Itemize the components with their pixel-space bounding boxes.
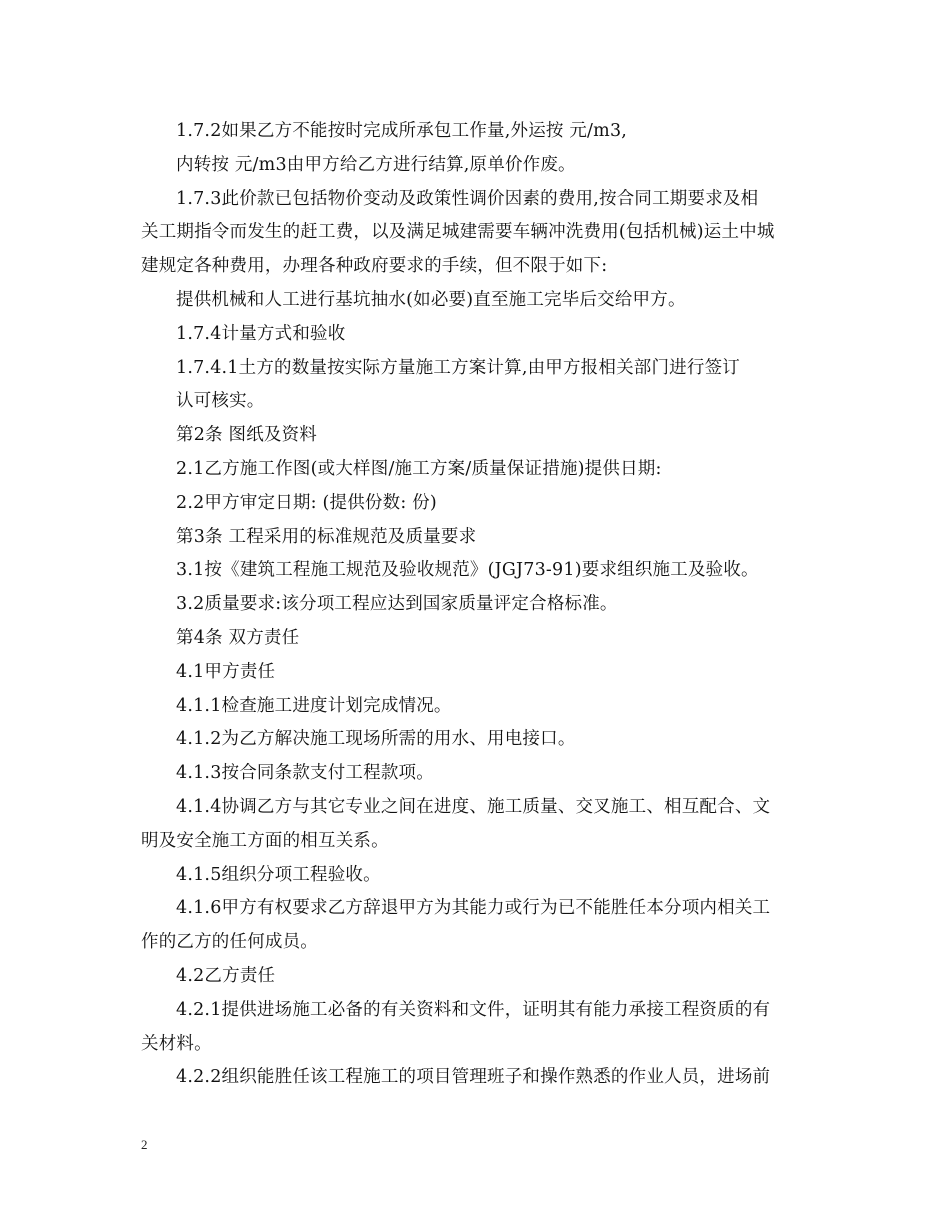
paragraph-line: 作的乙方的任何成员。 <box>141 932 318 953</box>
paragraph-line: 4.2.1提供进场施工必备的有关资料和文件，证明其有能力承接工程资质的有 <box>176 999 771 1020</box>
paragraph-line: 2.1乙方施工作图(或大样图/施工方案/质量保证措施)提供日期: <box>176 458 662 479</box>
document-body <box>141 115 821 1095</box>
article-heading: 第4条 双方责任 <box>176 627 300 648</box>
section-heading: 4.2乙方责任 <box>176 965 276 986</box>
paragraph-line: 4.2.2组织能胜任该工程施工的项目管理班子和操作熟悉的作业人员，进场前 <box>176 1067 771 1088</box>
section-heading: 1.7.4计量方式和验收 <box>176 323 346 344</box>
article-heading: 第3条 工程采用的标准规范及质量要求 <box>176 526 477 547</box>
paragraph-line: 认可核实。 <box>176 391 265 412</box>
paragraph-line: 4.1.4协调乙方与其它专业之间在进度、施工质量、交叉施工、相互配合、文 <box>176 796 771 817</box>
article-heading: 第2条 图纸及资料 <box>176 425 317 446</box>
paragraph-line: 明及安全施工方面的相互关系。 <box>141 830 389 851</box>
paragraph-line: 关材料。 <box>141 1033 212 1054</box>
paragraph-line: 4.1.3按合同条款支付工程款项。 <box>176 763 434 784</box>
paragraph-line: 4.1.2为乙方解决施工现场所需的用水、用电接口。 <box>176 729 576 750</box>
paragraph-line: 1.7.3此价款已包括物价变动及政策性调价因素的费用,按合同工期要求及相 <box>176 188 759 209</box>
paragraph-line: 4.1.6甲方有权要求乙方辞退甲方为其能力或行为已不能胜任本分项内相关工 <box>176 898 771 919</box>
paragraph-line: 关工期指令而发生的赶工费，以及满足城建需要车辆冲洗费用(包括机械)运土中城 <box>141 222 775 243</box>
paragraph-line: 提供机械和人工进行基坑抽水(如必要)直至施工完毕后交给甲方。 <box>176 289 686 310</box>
paragraph-line: 建规定各种费用，办理各种政府要求的手续，但不限于如下: <box>141 256 608 277</box>
section-heading: 4.1甲方责任 <box>176 661 276 682</box>
paragraph-line: 1.7.4.1土方的数量按实际方量施工方案计算,由甲方报相关部门进行签订 <box>176 357 740 378</box>
paragraph-line: 4.1.5组织分项工程验收。 <box>176 864 381 885</box>
paragraph-line: 4.1.1检查施工进度计划完成情况。 <box>176 695 452 716</box>
paragraph-line: 内转按 元/m3由甲方给乙方进行结算,原单价作废。 <box>176 154 576 175</box>
paragraph-line: 1.7.2如果乙方不能按时完成所承包工作量,外运按 元/m3, <box>176 121 628 141</box>
paragraph-line: 3.1按《建筑工程施工规范及验收规范》(JGJ73-91)要求组织施工及验收。 <box>176 560 759 581</box>
paragraph-line: 3.2质量要求:该分项工程应达到国家质量评定合格标准。 <box>176 594 618 615</box>
paragraph-line: 2.2甲方审定日期: (提供份数: 份) <box>176 492 437 513</box>
page-number: 2 <box>141 1137 148 1152</box>
